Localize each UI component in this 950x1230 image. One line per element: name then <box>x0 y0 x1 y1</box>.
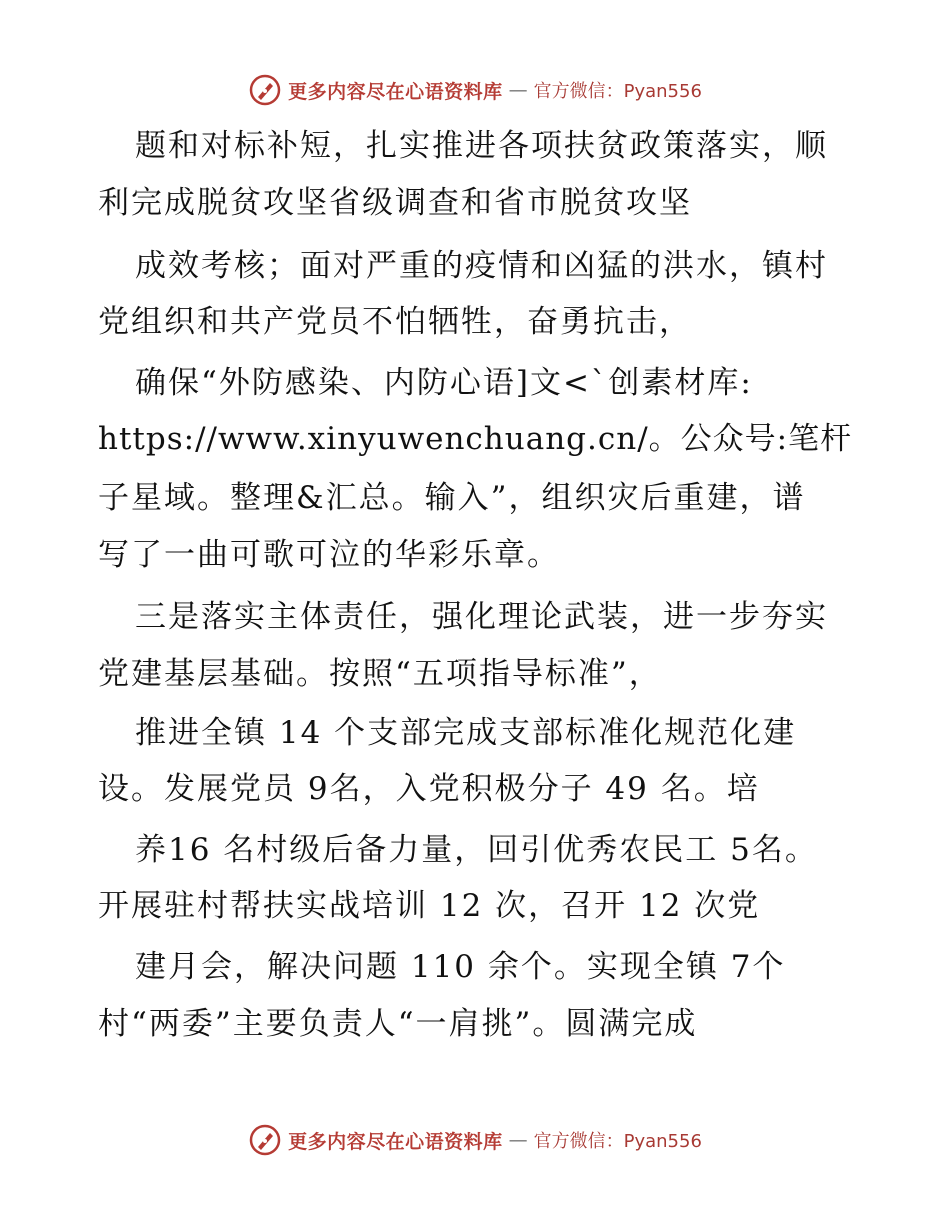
header-watermark <box>0 70 950 110</box>
watermark-brand: 更多内容尽在心语资料库 <box>288 80 503 103</box>
text-line: 设。发展党员 9名，入党积极分子 49 名。培 <box>98 771 760 807</box>
text-line: 利完成脱贫攻坚省级调查和省市脱贫攻坚 <box>98 185 692 221</box>
text-line: 建月会，解决问题 110 余个。实现全镇 7个 <box>135 949 786 985</box>
watermark-brand: 更多内容尽在心语资料库 <box>288 1130 503 1153</box>
watermark-separator: — <box>508 1129 528 1151</box>
text-line: https://www.xinyuwenchuang.cn/。公众号:笔杆 <box>98 421 853 457</box>
text-line: 题和对标补短，扎实推进各项扶贫政策落实，顺 <box>135 128 828 164</box>
text-line: 养16 名村级后备力量，回引优秀农民工 5名。 <box>135 832 818 868</box>
text-line: 党组织和共产党员不怕牺牲，奋勇抗击， <box>98 304 692 340</box>
watermark-wechat: 官方微信：Pyan556 <box>533 81 702 102</box>
text-line: 三是落实主体责任，强化理论武装，进一步夯实 <box>135 599 828 635</box>
pen-nib-circle-icon <box>248 1123 282 1157</box>
text-line: 子星域。整理&汇总。输入”，组织灾后重建，谱 <box>98 480 806 516</box>
text-line: 成效考核；面对严重的疫情和凶猛的洪水，镇村 <box>135 248 828 284</box>
pen-nib-circle-icon <box>248 73 282 107</box>
text-line: 推进全镇 14 个支部完成支部标准化规范化建 <box>135 715 797 751</box>
text-line: 写了一曲可歌可泣的华彩乐章。 <box>98 537 560 573</box>
watermark-separator: — <box>508 79 528 101</box>
watermark-wechat: 官方微信：Pyan556 <box>533 1131 702 1152</box>
text-line: 党建基层基础。按照“五项指导标准”， <box>98 656 662 692</box>
text-line: 确保“外防感染、内防心语]文<`创素材库: <box>135 365 753 401</box>
text-line: 村“两委”主要负责人“一肩挑”。圆满完成 <box>98 1006 698 1042</box>
footer-watermark <box>0 1120 950 1160</box>
text-line: 开展驻村帮扶实战培训 12 次，召开 12 次党 <box>98 888 761 924</box>
